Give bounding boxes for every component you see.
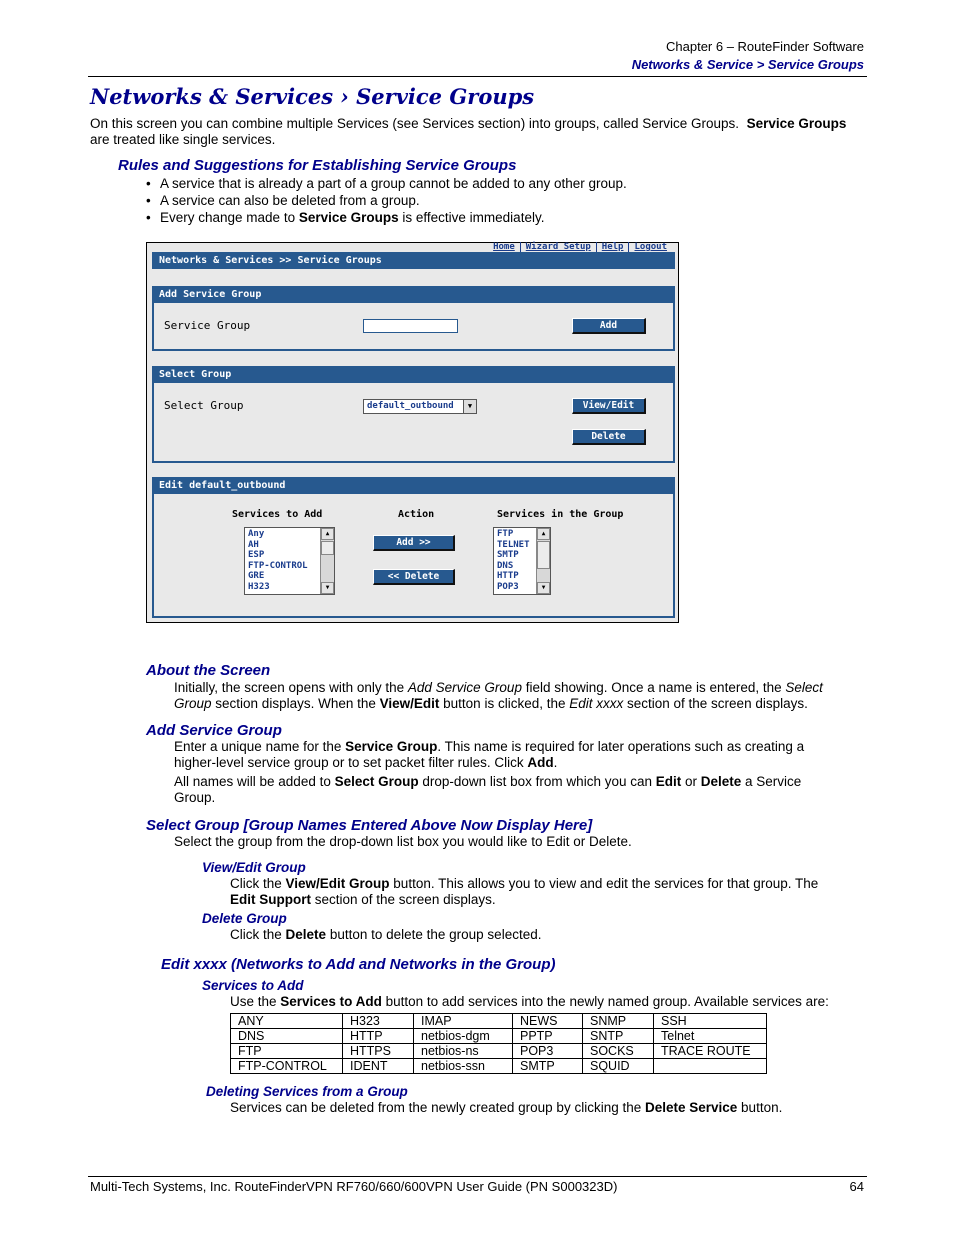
services-to-add-heading: Services to Add: [202, 978, 304, 993]
chapter-header: Chapter 6 – RouteFinder Software: [666, 39, 864, 54]
list-item: • Every change made to Service Groups is effective immediately.: [146, 210, 627, 227]
list-item[interactable]: Any: [248, 529, 265, 539]
list-item[interactable]: AH: [248, 539, 259, 550]
edit-panel: [152, 494, 675, 618]
page-number: 64: [849, 1179, 864, 1194]
footer-text: Multi-Tech Systems, Inc. RouteFinderVPN RF760/660/600VPN User Guide (PN S000323D): [90, 1179, 618, 1194]
available-services-list[interactable]: [244, 527, 335, 595]
list-item[interactable]: TELNET: [497, 539, 530, 550]
view-edit-heading: View/Edit Group: [202, 860, 306, 875]
logout-link[interactable]: Logout: [634, 242, 667, 252]
list-item[interactable]: HTTP: [497, 571, 519, 581]
list-item[interactable]: H323: [248, 581, 270, 592]
table-row: FTP-CONTROL IDENT netbios-ssn SMTP SQUID: [231, 1059, 767, 1074]
add-service-group-heading: Add Service Group: [146, 722, 282, 739]
action-header: Action: [398, 509, 435, 520]
edit-xxxx-heading: Edit xxxx (Networks to Add and Networks in the Group): [161, 956, 556, 973]
group-services-list[interactable]: [493, 527, 551, 595]
list-item[interactable]: DNS: [497, 560, 514, 571]
add-panel-title: Add Service Group: [152, 286, 675, 303]
list-item[interactable]: POP3: [497, 581, 519, 592]
scroll-up-icon[interactable]: ▲: [321, 528, 334, 540]
add-button[interactable]: Add: [572, 318, 646, 334]
list-item: • A service can also be deleted from a group.: [146, 193, 627, 210]
add-service-group-note: All names will be added to Select Group drop-down list box from which you can Edit or Delete a Service Group.: [174, 774, 802, 805]
add-service-group-paragraph: Enter a unique name for the Service Group. This name is required for later operations such as creating a higher-level service group or to set packet filter rules. Click Add.: [174, 739, 805, 770]
scroll-down-icon[interactable]: ▼: [537, 582, 550, 594]
select-panel-title: Select Group: [152, 366, 675, 383]
header-rule: [88, 76, 867, 77]
select-group-paragraph: Select the group from the drop-down list box you would like to Edit or Delete.: [174, 834, 632, 849]
home-link[interactable]: Home: [488, 242, 521, 252]
delete-group-heading: Delete Group: [202, 911, 287, 926]
add-panel: [152, 303, 675, 351]
services-in-group-header: Services in the Group: [497, 509, 624, 520]
table-row: DNS HTTP netbios-dgm PPTP SNTP Telnet: [231, 1029, 767, 1044]
delete-button[interactable]: Delete: [572, 429, 646, 445]
scroll-down-icon[interactable]: ▼: [321, 582, 334, 594]
help-link[interactable]: Help: [597, 242, 630, 252]
edit-panel-title: Edit default_outbound: [152, 477, 675, 494]
services-to-add-paragraph: Use the Services to Add button to add services into the newly named group. Available services are:: [230, 994, 829, 1009]
services-to-add-header: Services to Add: [232, 509, 323, 520]
rules-list: [146, 176, 627, 227]
list-item: • A service that is already a part of a group cannot be added to any other group.: [146, 176, 627, 193]
scrollbar[interactable]: [536, 528, 550, 594]
table-row: ANY H323 IMAP NEWS SNMP SSH: [231, 1014, 767, 1029]
delete-group-paragraph: Click the Delete button to delete the group selected.: [230, 927, 542, 942]
wizard-setup-link[interactable]: Wizard Setup: [521, 242, 597, 252]
select-group-dropdown[interactable]: default_outbound ▼: [363, 399, 477, 414]
deleting-paragraph: Services can be deleted from the newly created group by clicking the Delete Service button.: [230, 1100, 783, 1115]
breadcrumb: Networks & Services >> Service Groups: [152, 252, 675, 269]
select-group-heading: Select Group [Group Names Entered Above Now Display Here]: [146, 817, 593, 834]
service-group-input[interactable]: [363, 319, 458, 333]
list-item[interactable]: FTP-CONTROL: [248, 560, 308, 571]
select-group-label: Select Group: [164, 399, 244, 412]
view-edit-button[interactable]: View/Edit: [572, 398, 646, 414]
scroll-thumb[interactable]: [537, 541, 550, 569]
about-heading: About the Screen: [146, 662, 271, 679]
add-service-button[interactable]: Add >>: [373, 535, 455, 551]
section-reference: Networks & Service > Service Groups: [631, 57, 864, 72]
available-services-table: [230, 1013, 767, 1074]
scrollbar[interactable]: [320, 528, 334, 594]
top-links: [488, 242, 672, 252]
page-title: Networks & Services › Service Groups: [90, 84, 535, 109]
view-edit-paragraph: Click the View/Edit Group button. This allows you to view and edit the services for that group. The Edit Support section of the screen displays.: [230, 876, 819, 907]
list-item[interactable]: ESP: [248, 550, 265, 560]
list-item[interactable]: SMTP: [497, 550, 519, 560]
service-groups-screenshot: [146, 242, 679, 623]
table-row: FTP HTTPS netbios-ns POP3 SOCKS TRACE ROUTE: [231, 1044, 767, 1059]
list-item[interactable]: GRE: [248, 571, 265, 581]
about-paragraph: Initially, the screen opens with only the Add Service Group field showing. Once a name is entered, the Select Group section displays. When the View/Edit button is clicked, the Edit xxxx section of the screen displays.: [174, 680, 823, 711]
footer-rule: [88, 1176, 867, 1177]
deleting-heading: Deleting Services from a Group: [206, 1084, 408, 1099]
delete-service-button[interactable]: << Delete: [373, 569, 455, 585]
scroll-thumb[interactable]: [321, 541, 334, 555]
list-item[interactable]: FTP: [497, 529, 514, 539]
scroll-up-icon[interactable]: ▲: [537, 528, 550, 540]
rules-heading: Rules and Suggestions for Establishing Service Groups: [118, 157, 517, 174]
intro-paragraph: On this screen you can combine multiple Services (see Services section) into groups, called Service Groups. Service Groups are treated like single services.: [90, 116, 847, 147]
chevron-down-icon: ▼: [463, 400, 476, 413]
service-group-label: Service Group: [164, 319, 251, 332]
select-panel: [152, 383, 675, 463]
